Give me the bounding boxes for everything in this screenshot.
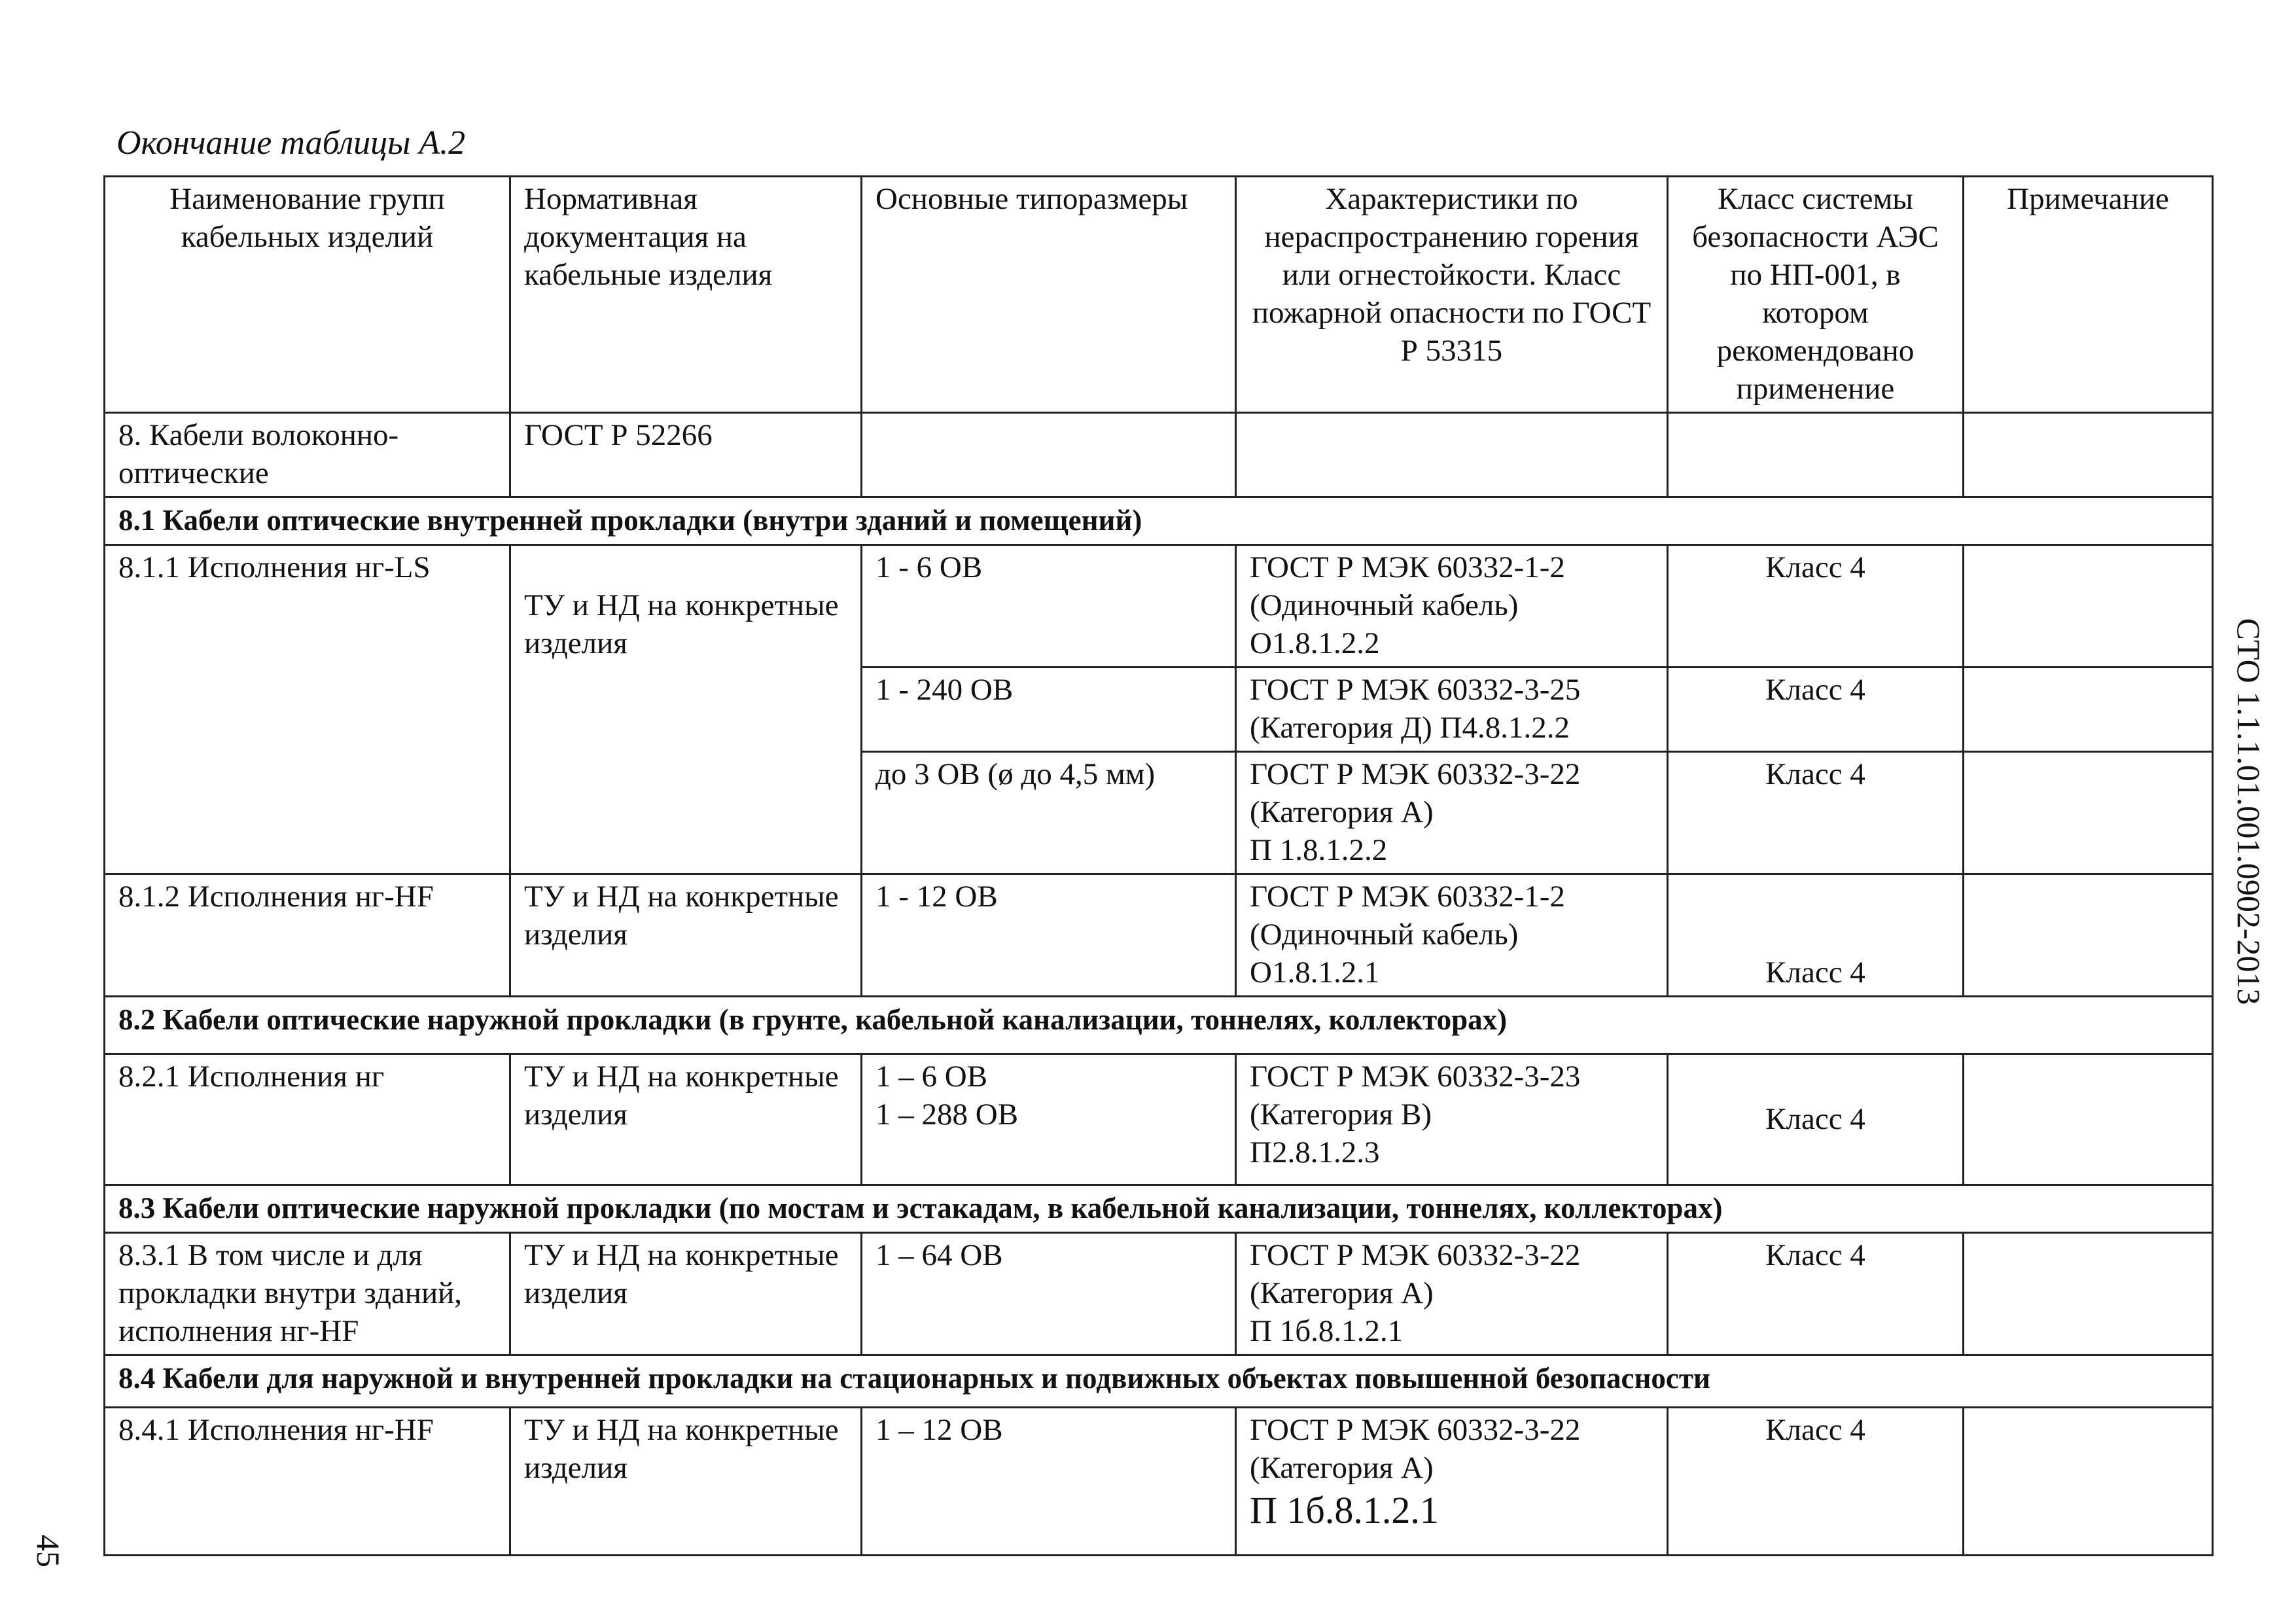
fire-class-cell [1236,1233,1668,1355]
fire-class-line: ГОСТ Р МЭК 60332-3-22 [1250,1413,1581,1447]
section-header-row [105,1355,2213,1408]
section-header-row [105,997,2213,1054]
header-cell: Наименование групп кабельных изделий [105,177,510,413]
fire-class-line: ГОСТ Р МЭК 60332-3-22 [1250,1238,1581,1272]
fire-class-cell [1236,668,1668,752]
size-cell: 1 - 12 ОВ [862,874,1236,997]
fire-class-line: П 1.8.1.2.2 [1250,833,1388,867]
safety-class-cell: Класс 4 [1668,1233,1964,1355]
section-header-row [105,1185,2213,1233]
cable-table [103,175,2214,1556]
size-cell [862,1054,1236,1185]
header-cell: Примечание [1964,177,2213,413]
fire-class-line: (Категория В) [1250,1097,1432,1132]
fire-class-cell [1236,874,1668,997]
empty-cell [1236,413,1668,497]
empty-cell [1668,413,1964,497]
note-cell [1964,668,2213,752]
header-cell: Класс системы безопасности АЭС по НП-001, в котором рекомендовано применение [1668,177,1964,413]
group-name-cell: 8. Кабели волоконно-оптические [105,413,510,497]
size-cell: 1 - 6 ОВ [862,545,1236,668]
size-cell: 1 – 64 ОВ [862,1233,1236,1355]
fire-class-line: П 1б.8.1.2.1 [1250,1314,1404,1348]
header-cell: Основные типоразмеры [862,177,1236,413]
note-cell [1964,1054,2213,1185]
item-doc-cell: ТУ и НД на конкретные изделия [510,1408,862,1556]
item-name-cell: 8.1.1 Исполнения нг-LS [105,545,510,874]
safety-class-cell: Класс 4 [1668,1408,1964,1556]
safety-class-cell: Класс 4 [1668,874,1964,997]
table-row [105,874,2213,997]
header-row [105,177,2213,413]
empty-cell [1964,413,2213,497]
empty-cell [862,413,1236,497]
table-row [105,413,2213,497]
item-doc-cell: ТУ и НД на конкретные изделия [510,874,862,997]
safety-class-cell: Класс 4 [1668,752,1964,874]
table-row [105,545,2213,668]
fire-class-line: О1.8.1.2.2 [1250,626,1380,660]
fire-class-line: ГОСТ Р МЭК 60332-1-2 [1250,880,1565,914]
section-title: 8.4 Кабели для наружной и внутренней прокладки на стационарных и подвижных объектах повышенной безопасности [105,1355,2213,1408]
section-title: 8.3 Кабели оптические наружной прокладки (по мостам и эстакадам, в кабельной канализации, тоннелях, коллекторах) [105,1185,2213,1233]
table-row [105,1233,2213,1355]
table-caption: Окончание таблицы А.2 [116,124,466,162]
section-title: 8.1 Кабели оптические внутренней прокладки (внутри зданий и помещений) [105,497,2213,545]
fire-class-line: ГОСТ Р МЭК 60332-1-2 [1250,550,1565,584]
item-name-cell: 8.4.1 Исполнения нг-HF [105,1408,510,1556]
fire-class-line: (Категория А) [1250,1451,1434,1485]
size-cell: 1 – 12 ОВ [862,1408,1236,1556]
fire-class-line: (Одиночный кабель) [1250,918,1519,952]
item-doc-text: ТУ и НД на конкретные изделия [524,588,839,660]
header-cell: Характеристики по нераспространению горения или огнестойкости. Класс пожарной опасности по ГОСТ Р 53315 [1236,177,1668,413]
fire-class-cell [1236,1054,1668,1185]
note-cell [1964,1408,2213,1556]
note-cell [1964,545,2213,668]
fire-class-cell [1236,545,1668,668]
fire-class-line: (Одиночный кабель) [1250,588,1519,622]
table-row [105,1408,2213,1556]
group-doc-cell: ГОСТ Р 52266 [510,413,862,497]
fire-class-line: П2.8.1.2.3 [1250,1135,1380,1169]
fire-class-line: ГОСТ Р МЭК 60332-3-23 [1250,1060,1581,1094]
item-name-cell: 8.1.2 Исполнения нг-HF [105,874,510,997]
fire-class-line: (Категория А) [1250,795,1434,829]
section-title: 8.2 Кабели оптические наружной прокладки (в грунте, кабельной канализации, тоннелях, коллекторах) [105,997,2213,1054]
header-cell: Нормативная документация на кабельные изделия [510,177,862,413]
item-name-cell: 8.3.1 В том числе и для прокладки внутри зданий, исполнения нг-HF [105,1233,510,1355]
fire-class-line: ГОСТ Р МЭК 60332-3-22 [1250,757,1581,791]
fire-class-line: П 1б.8.1.2.1 [1250,1489,1439,1531]
size-cell: 1 - 240 ОВ [862,668,1236,752]
item-name-cell: 8.2.1 Исполнения нг [105,1054,510,1185]
size-cell: до 3 ОВ (ø до 4,5 мм) [862,752,1236,874]
size-line: 1 – 6 ОВ [875,1060,988,1094]
item-doc-cell: ТУ и НД на конкретные изделия [510,1233,862,1355]
fire-class-line: (Категория Д) П4.8.1.2.2 [1250,711,1570,745]
note-cell [1964,1233,2213,1355]
safety-class-cell: Класс 4 [1668,545,1964,668]
note-cell [1964,874,2213,997]
table-row [105,1054,2213,1185]
document-code: СТО 1.1.1.01.001.0902-2013 [2231,618,2267,1005]
safety-class-cell: Класс 4 [1668,668,1964,752]
fire-class-cell [1236,1408,1668,1556]
fire-class-line: (Категория А) [1250,1276,1434,1310]
page-number: 45 [30,1535,67,1567]
item-doc-cell [510,545,862,874]
fire-class-cell [1236,752,1668,874]
fire-class-line: О1.8.1.2.1 [1250,955,1380,990]
section-header-row [105,497,2213,545]
safety-class-cell: Класс 4 [1668,1054,1964,1185]
fire-class-line: ГОСТ Р МЭК 60332-3-25 [1250,673,1581,707]
size-line: 1 – 288 ОВ [875,1097,1019,1132]
note-cell [1964,752,2213,874]
item-doc-cell: ТУ и НД на конкретные изделия [510,1054,862,1185]
